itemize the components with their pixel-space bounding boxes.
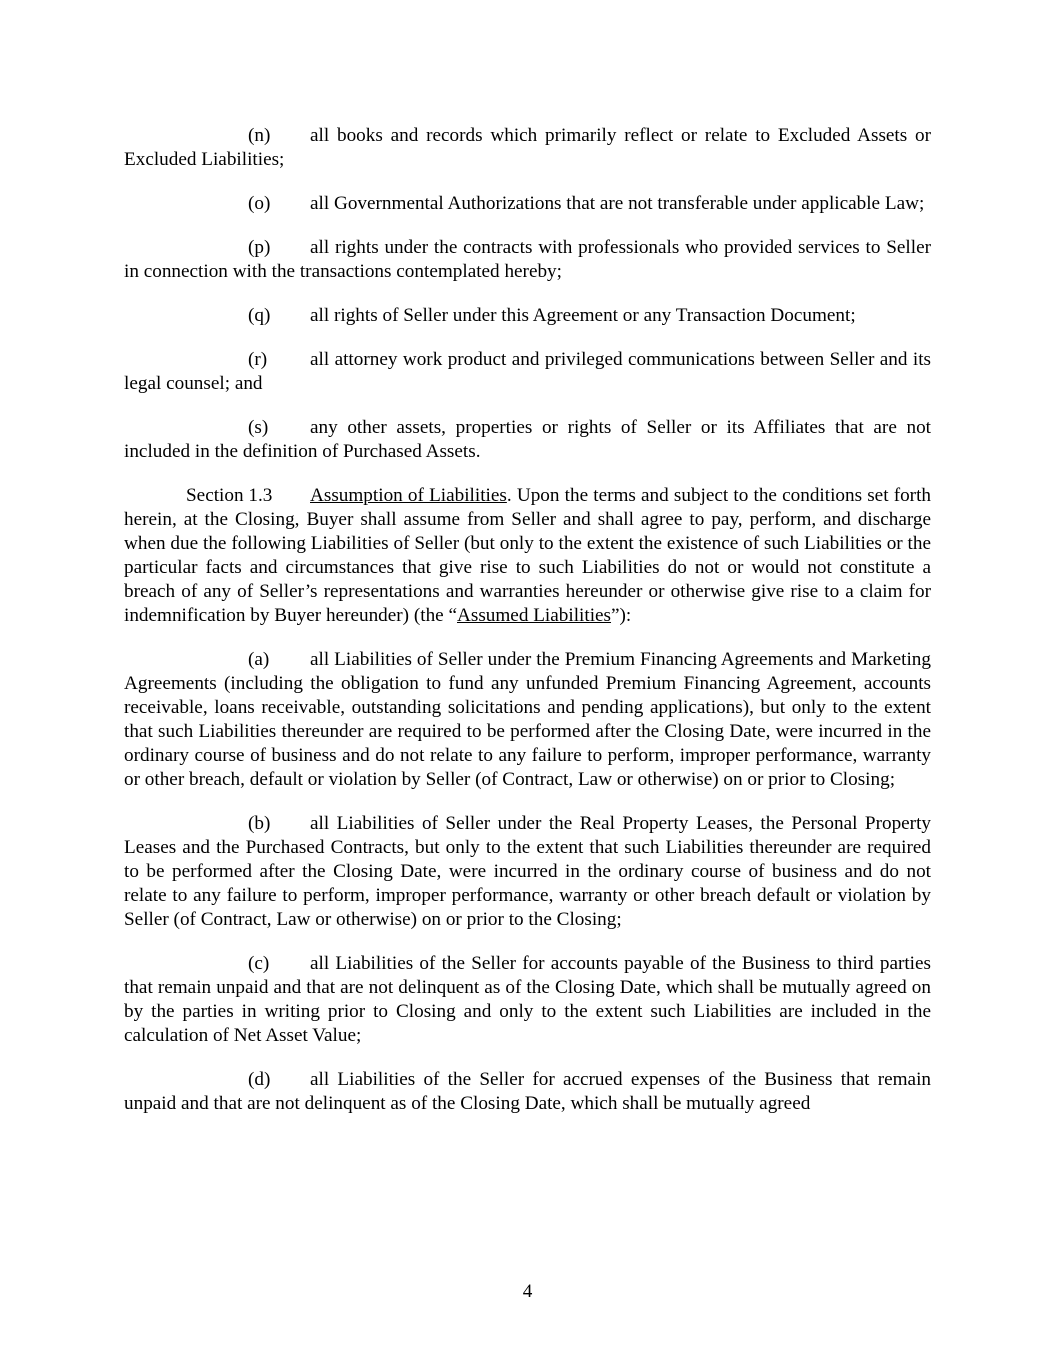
- defined-term: Assumed Liabilities: [457, 605, 612, 626]
- item-text: all rights under the contracts with professionals who provided services to Seller in connection with the transactions contemplated hereby;: [124, 237, 931, 282]
- item-label: (b): [248, 813, 271, 834]
- item-text: all Liabilities of Seller under the Real Property Leases, the Personal Property Leases and the Purchased Contracts, but only to the extent that such Liabilities thereunder are required to be performed after the Closing Date, were incurred in the ordinary course of business and do not relate to any failure to perform, improper performance, warranty or other breach default or violation by Seller (of Contract, Law or otherwise) on or prior to the Closing;: [124, 813, 931, 930]
- item-label: (r): [248, 349, 268, 370]
- excluded-item-s: [124, 416, 931, 464]
- excluded-item-q: [124, 304, 931, 328]
- assumed-item-b: [124, 812, 931, 932]
- item-text: all Governmental Authorizations that are not transferable under applicable Law;: [310, 193, 925, 214]
- item-label: (o): [248, 193, 271, 214]
- item-text: all Liabilities of Seller under the Premium Financing Agreements and Marketing Agreements (including the obligation to fund any unfunded Premium Financing Agreement, accounts receivable, loans receivable, outstanding solicitations and pending applications), but only to the extent that such Liabilities thereunder are required to be performed after the Closing Date, were incurred in the ordinary course of business and do not relate to any failure to perform, improper performance, warranty or other breach, default or violation by Seller (of Contract, Law or otherwise) on or prior to Closing;: [124, 649, 931, 790]
- section-heading: Assumption of Liabilities: [310, 485, 507, 506]
- item-label: (c): [248, 953, 270, 974]
- section-1-3: [124, 484, 931, 628]
- item-label: (s): [248, 417, 269, 438]
- item-label: (d): [248, 1069, 271, 1090]
- item-label: (q): [248, 305, 271, 326]
- document-page: [124, 124, 931, 1116]
- item-text: any other assets, properties or rights of Seller or its Affiliates that are not included in the definition of Purchased Assets.: [124, 417, 931, 462]
- assumed-item-d: [124, 1068, 931, 1116]
- section-body: . Upon the terms and subject to the conditions set forth herein, at the Closing, Buyer shall assume from Seller and shall agree to pay, perform, and discharge when due the following Liabilities of Seller (but only to the extent the existence of such Liabilities or the particular facts and circumstances that give rise to such Liabilities do not or would not constitute a breach of any of Seller’s representations and warranties hereunder or otherwise give rise to a claim for indemnification by Buyer hereunder) (the “: [124, 485, 931, 626]
- assumed-item-a: [124, 648, 931, 792]
- excluded-item-r: [124, 348, 931, 396]
- item-text: all Liabilities of the Seller for accounts payable of the Business to third parties that remain unpaid and that are not delinquent as of the Closing Date, which shall be mutually agreed on by the parties in writing prior to Closing and only to the extent such Liabilities are included in the calculation of Net Asset Value;: [124, 953, 931, 1046]
- item-text: all books and records which primarily reflect or relate to Excluded Assets or Excluded Liabilities;: [124, 125, 931, 170]
- item-label: (a): [248, 649, 270, 670]
- assumed-item-c: [124, 952, 931, 1048]
- item-text: all attorney work product and privileged communications between Seller and its legal counsel; and: [124, 349, 931, 394]
- section-number: Section 1.3: [186, 485, 273, 506]
- item-label: (p): [248, 237, 271, 258]
- excluded-item-n: [124, 124, 931, 172]
- page-number: 4: [522, 1281, 533, 1302]
- item-label: (n): [248, 125, 271, 146]
- item-text: all rights of Seller under this Agreement or any Transaction Document;: [310, 305, 856, 326]
- item-text: all Liabilities of the Seller for accrued expenses of the Business that remain unpaid and that are not delinquent as of the Closing Date, which shall be mutually agreed: [124, 1069, 931, 1114]
- section-body-end: ”):: [611, 605, 632, 626]
- excluded-item-p: [124, 236, 931, 284]
- excluded-item-o: [124, 192, 931, 216]
